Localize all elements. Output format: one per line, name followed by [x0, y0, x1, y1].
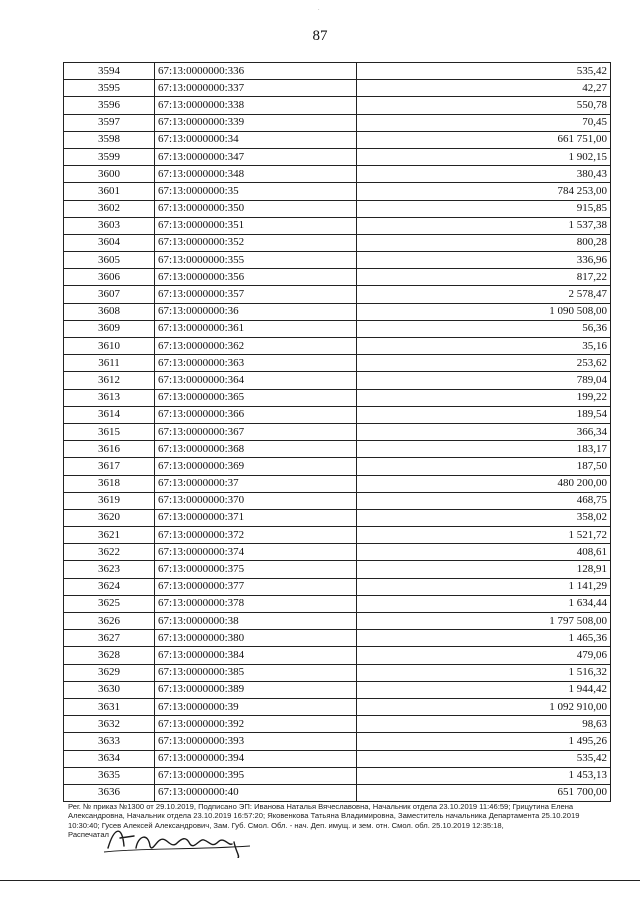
cadastral-number-cell: 67:13:0000000:393 — [155, 733, 357, 750]
table-row — [64, 355, 611, 372]
cadastral-value-cell: 1 465,36 — [357, 630, 611, 647]
cadastral-value-cell: 789,04 — [357, 372, 611, 389]
cadastral-value-cell: 35,16 — [357, 338, 611, 355]
table-row — [64, 131, 611, 148]
page-number: 87 — [312, 28, 328, 44]
cadastral-number-cell: 67:13:0000000:357 — [155, 286, 357, 303]
cadastral-value-cell: 1 797 508,00 — [357, 613, 611, 630]
table-row — [64, 97, 611, 114]
cadastral-value-cell: 128,91 — [357, 561, 611, 578]
row-number-cell: 3603 — [64, 217, 155, 234]
cadastral-value-cell: 1 092 910,00 — [357, 698, 611, 715]
row-number-cell: 3628 — [64, 647, 155, 664]
handwritten-signature — [100, 818, 260, 858]
cadastral-value-cell: 1 516,32 — [357, 664, 611, 681]
cadastral-number-cell: 67:13:0000000:370 — [155, 492, 357, 509]
row-number-cell: 3626 — [64, 613, 155, 630]
table-row — [64, 527, 611, 544]
cadastral-number-cell: 67:13:0000000:38 — [155, 613, 357, 630]
table-row — [64, 475, 611, 492]
table-row — [64, 784, 611, 801]
cadastral-number-cell: 67:13:0000000:361 — [155, 320, 357, 337]
cadastral-number-cell: 67:13:0000000:34 — [155, 131, 357, 148]
cadastral-number-cell: 67:13:0000000:356 — [155, 269, 357, 286]
table-row — [64, 492, 611, 509]
row-number-cell: 3611 — [64, 355, 155, 372]
table-row — [64, 234, 611, 251]
cadastral-value-cell: 253,62 — [357, 355, 611, 372]
cadastral-value-cell: 800,28 — [357, 234, 611, 251]
table-row — [64, 423, 611, 440]
table-row — [64, 681, 611, 698]
table-row — [64, 544, 611, 561]
row-number-cell: 3597 — [64, 114, 155, 131]
table-row — [64, 252, 611, 269]
cadastral-value-cell: 408,61 — [357, 544, 611, 561]
cadastral-number-cell: 67:13:0000000:36 — [155, 303, 357, 320]
cadastral-number-cell: 67:13:0000000:389 — [155, 681, 357, 698]
row-number-cell: 3615 — [64, 423, 155, 440]
row-number-cell: 3618 — [64, 475, 155, 492]
table-body — [64, 63, 611, 802]
bottom-divider — [0, 880, 640, 881]
cadastral-number-cell: 67:13:0000000:350 — [155, 200, 357, 217]
cadastral-number-cell: 67:13:0000000:363 — [155, 355, 357, 372]
cadastral-value-cell: 1 634,44 — [357, 595, 611, 612]
cadastral-number-cell: 67:13:0000000:372 — [155, 527, 357, 544]
table-row — [64, 114, 611, 131]
cadastral-value-cell: 651 700,00 — [357, 784, 611, 801]
table-row — [64, 406, 611, 423]
cadastral-number-cell: 67:13:0000000:355 — [155, 252, 357, 269]
table-row — [64, 269, 611, 286]
cadastral-number-cell: 67:13:0000000:39 — [155, 698, 357, 715]
cadastral-value-cell: 189,54 — [357, 406, 611, 423]
table-row — [64, 372, 611, 389]
row-number-cell: 3629 — [64, 664, 155, 681]
cadastral-number-cell: 67:13:0000000:374 — [155, 544, 357, 561]
table-row — [64, 286, 611, 303]
row-number-cell: 3616 — [64, 441, 155, 458]
table-row — [64, 578, 611, 595]
table-row — [64, 80, 611, 97]
table-row — [64, 664, 611, 681]
row-number-cell: 3631 — [64, 698, 155, 715]
row-number-cell: 3612 — [64, 372, 155, 389]
row-number-cell: 3605 — [64, 252, 155, 269]
row-number-cell: 3614 — [64, 406, 155, 423]
cadastral-number-cell: 67:13:0000000:35 — [155, 183, 357, 200]
table-row — [64, 716, 611, 733]
cadastral-value-cell: 358,02 — [357, 509, 611, 526]
cadastral-value-cell: 70,45 — [357, 114, 611, 131]
table-row — [64, 595, 611, 612]
row-number-cell: 3604 — [64, 234, 155, 251]
row-number-cell: 3621 — [64, 527, 155, 544]
row-number-cell: 3632 — [64, 716, 155, 733]
cadastral-number-cell: 67:13:0000000:377 — [155, 578, 357, 595]
cadastral-value-cell: 56,36 — [357, 320, 611, 337]
cadastral-value-cell: 199,22 — [357, 389, 611, 406]
table-row — [64, 613, 611, 630]
table-row — [64, 630, 611, 647]
cadastral-value-cell: 366,34 — [357, 423, 611, 440]
table-row — [64, 303, 611, 320]
cadastral-number-cell: 67:13:0000000:364 — [155, 372, 357, 389]
registration-note: Рег. № приказ №1300 от 29.10.2019, Подписано ЭП: Иванова Наталья Вячеславовна, Начальник отдела 23.10.2019 11:46:59; Грицутина Елена Александровна, Начальник отдела 23.10.2019 16:57:20; Яковенкова Татьяна Владимировна, Заместитель начальника Департамента 25.10.2019 10:30:40; Гусев Алексей Александрович, Зам. Губ. Смол. Обл. - нач. Деп. имущ. и зем. отн. Смол. обл. 25.10.2019 12:35:18, — [68, 802, 580, 830]
cadastral-value-cell: 1 090 508,00 — [357, 303, 611, 320]
cadastral-number-cell: 67:13:0000000:40 — [155, 784, 357, 801]
cadastral-number-cell: 67:13:0000000:352 — [155, 234, 357, 251]
corner-mark: . — [318, 6, 320, 12]
row-number-cell: 3619 — [64, 492, 155, 509]
cadastral-number-cell: 67:13:0000000:385 — [155, 664, 357, 681]
cadastral-number-cell: 67:13:0000000:369 — [155, 458, 357, 475]
row-number-cell: 3622 — [64, 544, 155, 561]
table-row — [64, 217, 611, 234]
row-number-cell: 3599 — [64, 148, 155, 165]
cadastral-number-cell: 67:13:0000000:378 — [155, 595, 357, 612]
row-number-cell: 3613 — [64, 389, 155, 406]
row-number-cell: 3625 — [64, 595, 155, 612]
cadastral-value-cell: 1 141,29 — [357, 578, 611, 595]
table-row — [64, 389, 611, 406]
row-number-cell: 3606 — [64, 269, 155, 286]
cadastral-number-cell: 67:13:0000000:394 — [155, 750, 357, 767]
cadastral-number-cell: 67:13:0000000:336 — [155, 63, 357, 80]
table-row — [64, 166, 611, 183]
cadastral-number-cell: 67:13:0000000:395 — [155, 767, 357, 784]
row-number-cell: 3636 — [64, 784, 155, 801]
row-number-cell: 3634 — [64, 750, 155, 767]
cadastral-value-cell: 2 578,47 — [357, 286, 611, 303]
cadastral-number-cell: 67:13:0000000:375 — [155, 561, 357, 578]
table-row — [64, 698, 611, 715]
row-number-cell: 3607 — [64, 286, 155, 303]
cadastral-value-cell: 480 200,00 — [357, 475, 611, 492]
cadastral-value-table — [63, 62, 611, 802]
cadastral-value-cell: 1 902,15 — [357, 148, 611, 165]
row-number-cell: 3609 — [64, 320, 155, 337]
cadastral-value-cell: 1 495,26 — [357, 733, 611, 750]
table-row — [64, 183, 611, 200]
row-number-cell: 3635 — [64, 767, 155, 784]
table-row — [64, 733, 611, 750]
cadastral-number-cell: 67:13:0000000:380 — [155, 630, 357, 647]
table-row — [64, 647, 611, 664]
cadastral-number-cell: 67:13:0000000:371 — [155, 509, 357, 526]
cadastral-number-cell: 67:13:0000000:362 — [155, 338, 357, 355]
table-row — [64, 148, 611, 165]
cadastral-number-cell: 67:13:0000000:337 — [155, 80, 357, 97]
cadastral-value-cell: 1 944,42 — [357, 681, 611, 698]
row-number-cell: 3620 — [64, 509, 155, 526]
table-row — [64, 509, 611, 526]
row-number-cell: 3623 — [64, 561, 155, 578]
row-number-cell: 3608 — [64, 303, 155, 320]
row-number-cell: 3596 — [64, 97, 155, 114]
row-number-cell: 3627 — [64, 630, 155, 647]
cadastral-value-cell: 479,06 — [357, 647, 611, 664]
cadastral-number-cell: 67:13:0000000:348 — [155, 166, 357, 183]
cadastral-number-cell: 67:13:0000000:367 — [155, 423, 357, 440]
cadastral-value-cell: 661 751,00 — [357, 131, 611, 148]
cadastral-value-cell: 336,96 — [357, 252, 611, 269]
table-row — [64, 63, 611, 80]
cadastral-value-cell: 1 521,72 — [357, 527, 611, 544]
cadastral-value-cell: 535,42 — [357, 63, 611, 80]
table-row — [64, 458, 611, 475]
row-number-cell: 3595 — [64, 80, 155, 97]
cadastral-value-cell: 380,43 — [357, 166, 611, 183]
cadastral-value-cell: 915,85 — [357, 200, 611, 217]
cadastral-value-cell: 1 537,38 — [357, 217, 611, 234]
cadastral-value-cell: 1 453,13 — [357, 767, 611, 784]
row-number-cell: 3630 — [64, 681, 155, 698]
row-number-cell: 3594 — [64, 63, 155, 80]
cadastral-value-cell: 187,50 — [357, 458, 611, 475]
row-number-cell: 3633 — [64, 733, 155, 750]
cadastral-number-cell: 67:13:0000000:368 — [155, 441, 357, 458]
table-row — [64, 750, 611, 767]
table-row — [64, 441, 611, 458]
cadastral-number-cell: 67:13:0000000:339 — [155, 114, 357, 131]
table-row — [64, 320, 611, 337]
cadastral-number-cell: 67:13:0000000:351 — [155, 217, 357, 234]
cadastral-value-cell: 468,75 — [357, 492, 611, 509]
cadastral-value-cell: 784 253,00 — [357, 183, 611, 200]
cadastral-number-cell: 67:13:0000000:384 — [155, 647, 357, 664]
cadastral-number-cell: 67:13:0000000:392 — [155, 716, 357, 733]
cadastral-value-cell: 550,78 — [357, 97, 611, 114]
cadastral-value-cell: 817,22 — [357, 269, 611, 286]
cadastral-value-cell: 535,42 — [357, 750, 611, 767]
table-row — [64, 338, 611, 355]
cadastral-number-cell: 67:13:0000000:366 — [155, 406, 357, 423]
table-row — [64, 767, 611, 784]
table-row — [64, 200, 611, 217]
table-row — [64, 561, 611, 578]
cadastral-number-cell: 67:13:0000000:37 — [155, 475, 357, 492]
row-number-cell: 3624 — [64, 578, 155, 595]
row-number-cell: 3617 — [64, 458, 155, 475]
row-number-cell: 3600 — [64, 166, 155, 183]
cadastral-value-cell: 98,63 — [357, 716, 611, 733]
cadastral-value-cell: 183,17 — [357, 441, 611, 458]
cadastral-number-cell: 67:13:0000000:365 — [155, 389, 357, 406]
row-number-cell: 3601 — [64, 183, 155, 200]
printed-by-label: Распечатал — [68, 830, 109, 839]
cadastral-number-cell: 67:13:0000000:347 — [155, 148, 357, 165]
row-number-cell: 3598 — [64, 131, 155, 148]
row-number-cell: 3610 — [64, 338, 155, 355]
cadastral-value-cell: 42,27 — [357, 80, 611, 97]
row-number-cell: 3602 — [64, 200, 155, 217]
cadastral-number-cell: 67:13:0000000:338 — [155, 97, 357, 114]
